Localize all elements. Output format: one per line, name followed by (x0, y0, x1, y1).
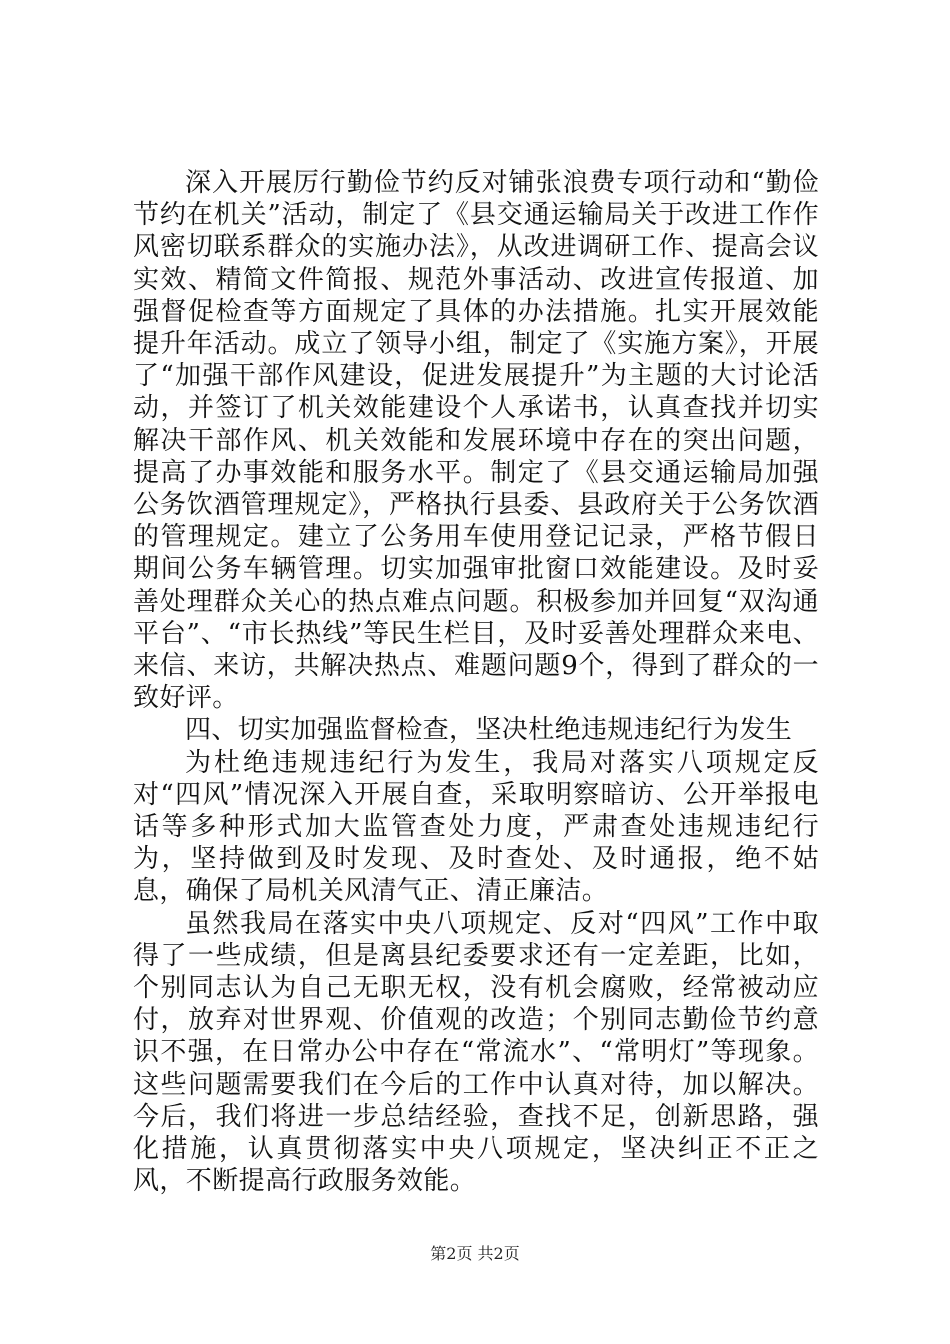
section-heading: 四、切实加强监督检查，坚决杜绝违规违纪行为发生 (185, 715, 793, 746)
page-number-indicator: 第2页 共2页 (430, 1244, 520, 1263)
body-paragraph-3: 虽然我局在落实中央八项规定、反对“四风”工作中取得了一些成绩，但是离县纪委要求还有一定差距，比如，个别同志认为自己无职无权，没有机会腐败，经常被动应付，放弃对世界观、价值观的改造；个别同志勤俭节约意识不强，在日常办公中存在“常流水”、“常明灯”等现象。这些问题需要我们在今后的工作中认真对待，加以解决。今后，我们将进一步总结经验，查找不足，创新思路，强化措施，认真贯彻落实中央八项规定，坚决纠正不正之风，不断提高行政服务效能。 (133, 908, 819, 1197)
body-paragraph-2: 为杜绝违规违纪行为发生，我局对落实八项规定反对“四风”情况深入开展自查，采取明察暗访、公开举报电话等多种形式加大监管查处力度，严肃查处违规违纪行为，坚持做到及时发现、及时查处、及时通报，绝不姑息，确保了局机关风清气正、清正廉洁。 (133, 747, 819, 907)
page-footer (0, 1241, 950, 1264)
document-body (133, 167, 819, 1198)
body-paragraph-1: 深入开展厉行勤俭节约反对铺张浪费专项行动和“勤俭节约在机关”活动，制定了《县交通运输局关于改进工作作风密切联系群众的实施办法》，从改进调研工作、提高会议实效、精简文件简报、规范外事活动、改进宣传报道、加强督促检查等方面规定了具体的办法措施。扎实开展效能提升年活动。成立了领导小组，制定了《实施方案》，开展了“加强干部作风建设，促进发展提升”为主题的大讨论活动，并签订了机关效能建设个人承诺书，认真查找并切实解决干部作风、机关效能和发展环境中存在的突出问题，提高了办事效能和服务水平。制定了《县交通运输局加强公务饮酒管理规定》，严格执行县委、县政府关于公务饮酒的管理规定。建立了公务用车使用登记记录，严格节假日期间公务车辆管理。切实加强审批窗口效能建设。及时妥善处理群众关心的热点难点问题。积极参加并回复“双沟通平台”、“市长热线”等民生栏目，及时妥善处理群众来电、来信、来访，共解决热点、难题问题9个，得到了群众的一致好评。 (133, 168, 819, 714)
